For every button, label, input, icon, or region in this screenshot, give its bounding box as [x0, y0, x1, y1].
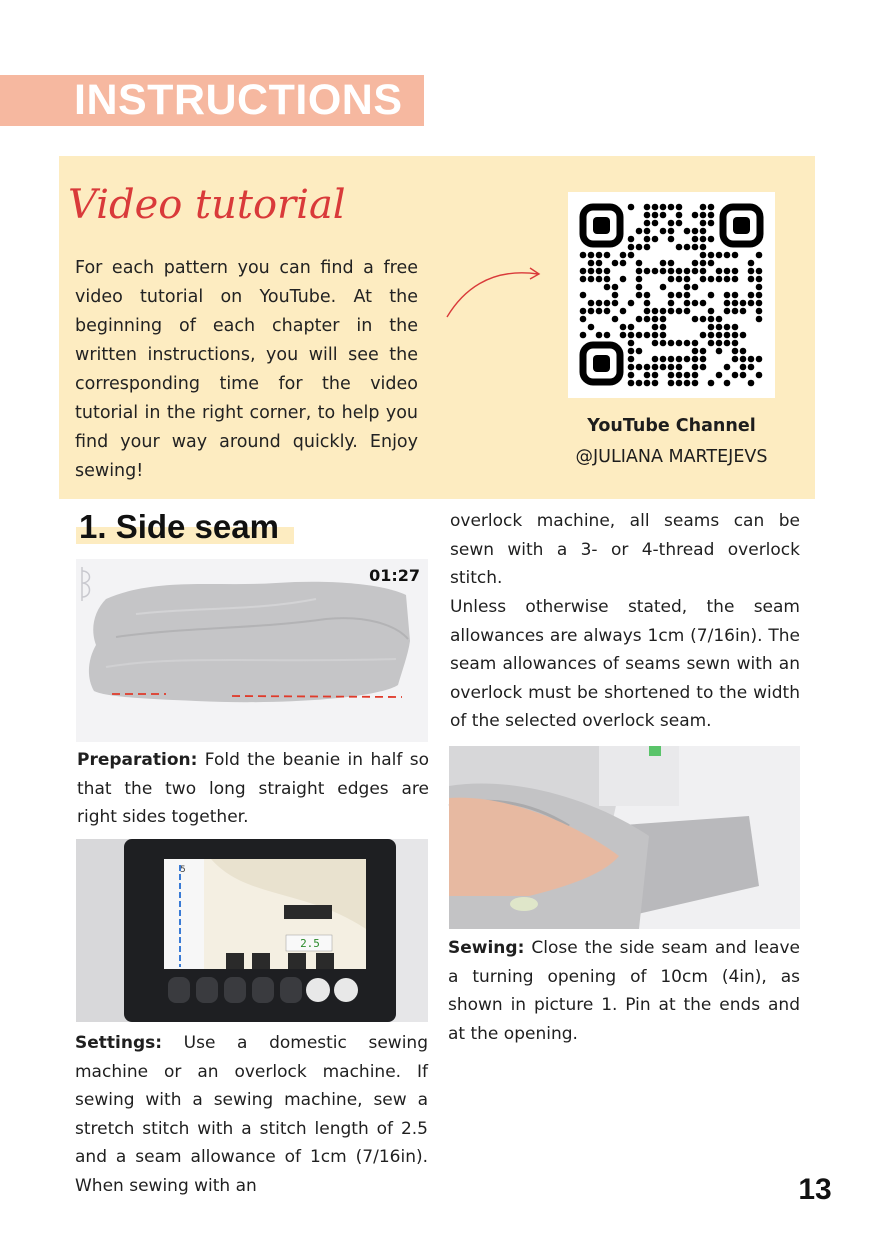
- preparation-text: Fold the beanie in half so that the two long straight edges are right sides together.: [77, 750, 429, 827]
- settings-continued-paragraph: overlock machine, all seams can be sewn with a 3- or 4-thread overlock stitch.: [450, 511, 800, 588]
- svg-text:Video tutorial: Video tutorial: [68, 182, 346, 228]
- video-tutorial-text: For each pattern you can find a free video tutorial on YouTube. At the beginning of each chapter in the written instructions, you will see the corresponding time for the video tutorial in the right corner, to help you find your way around quickly. Enjoy sewing!: [75, 258, 418, 481]
- settings-text: Use a domestic sewing machine or an overlock machine. If sewing with a sewing machine, sew a stretch stitch with a stitch length of 2.5 and a seam allowance of 1cm (7/16in). When sewing with an: [75, 1033, 428, 1196]
- preparation-paragraph: [77, 746, 429, 832]
- video-timecode: 01:27: [369, 566, 420, 585]
- photo-sewing-side-seam: [449, 746, 800, 929]
- seam-allowance-paragraph: Unless otherwise stated, the seam allowances are always 1cm (7/16in). The seam allowances of seams sewn with an overlock must be shortened to the width of the selected overlock seam.: [450, 597, 800, 731]
- sewing-label: Sewing:: [448, 938, 525, 958]
- youtube-channel-handle[interactable]: @JULIANA MARTEJEVS: [575, 447, 768, 467]
- qr-code[interactable]: [568, 192, 775, 398]
- home-icon: [306, 978, 330, 1002]
- youtube-channel-label: YouTube Channel: [587, 416, 756, 436]
- photo-sewing-machine-screen: [76, 839, 428, 1022]
- settings-label: Settings:: [75, 1033, 163, 1053]
- page-header-title: INSTRUCTIONS: [74, 76, 403, 124]
- settings-paragraph: [75, 1029, 428, 1200]
- video-tutorial-script-title: [64, 168, 346, 244]
- svg-text:5: 5: [180, 865, 186, 875]
- page-number: 13: [798, 1173, 832, 1206]
- arrow-icon: [444, 262, 544, 322]
- sewing-text: Close the side seam and leave a turning opening of 10cm (4in), as shown in picture 1. Pin at the ends and at the opening.: [448, 938, 800, 1044]
- svg-text:2.5: 2.5: [300, 937, 320, 950]
- section-title: 1. Side seam: [79, 508, 279, 545]
- sewing-paragraph: [448, 934, 800, 1048]
- preparation-label: Preparation:: [77, 750, 198, 770]
- photo-folded-beanie: [76, 559, 428, 742]
- back-icon: [334, 978, 358, 1002]
